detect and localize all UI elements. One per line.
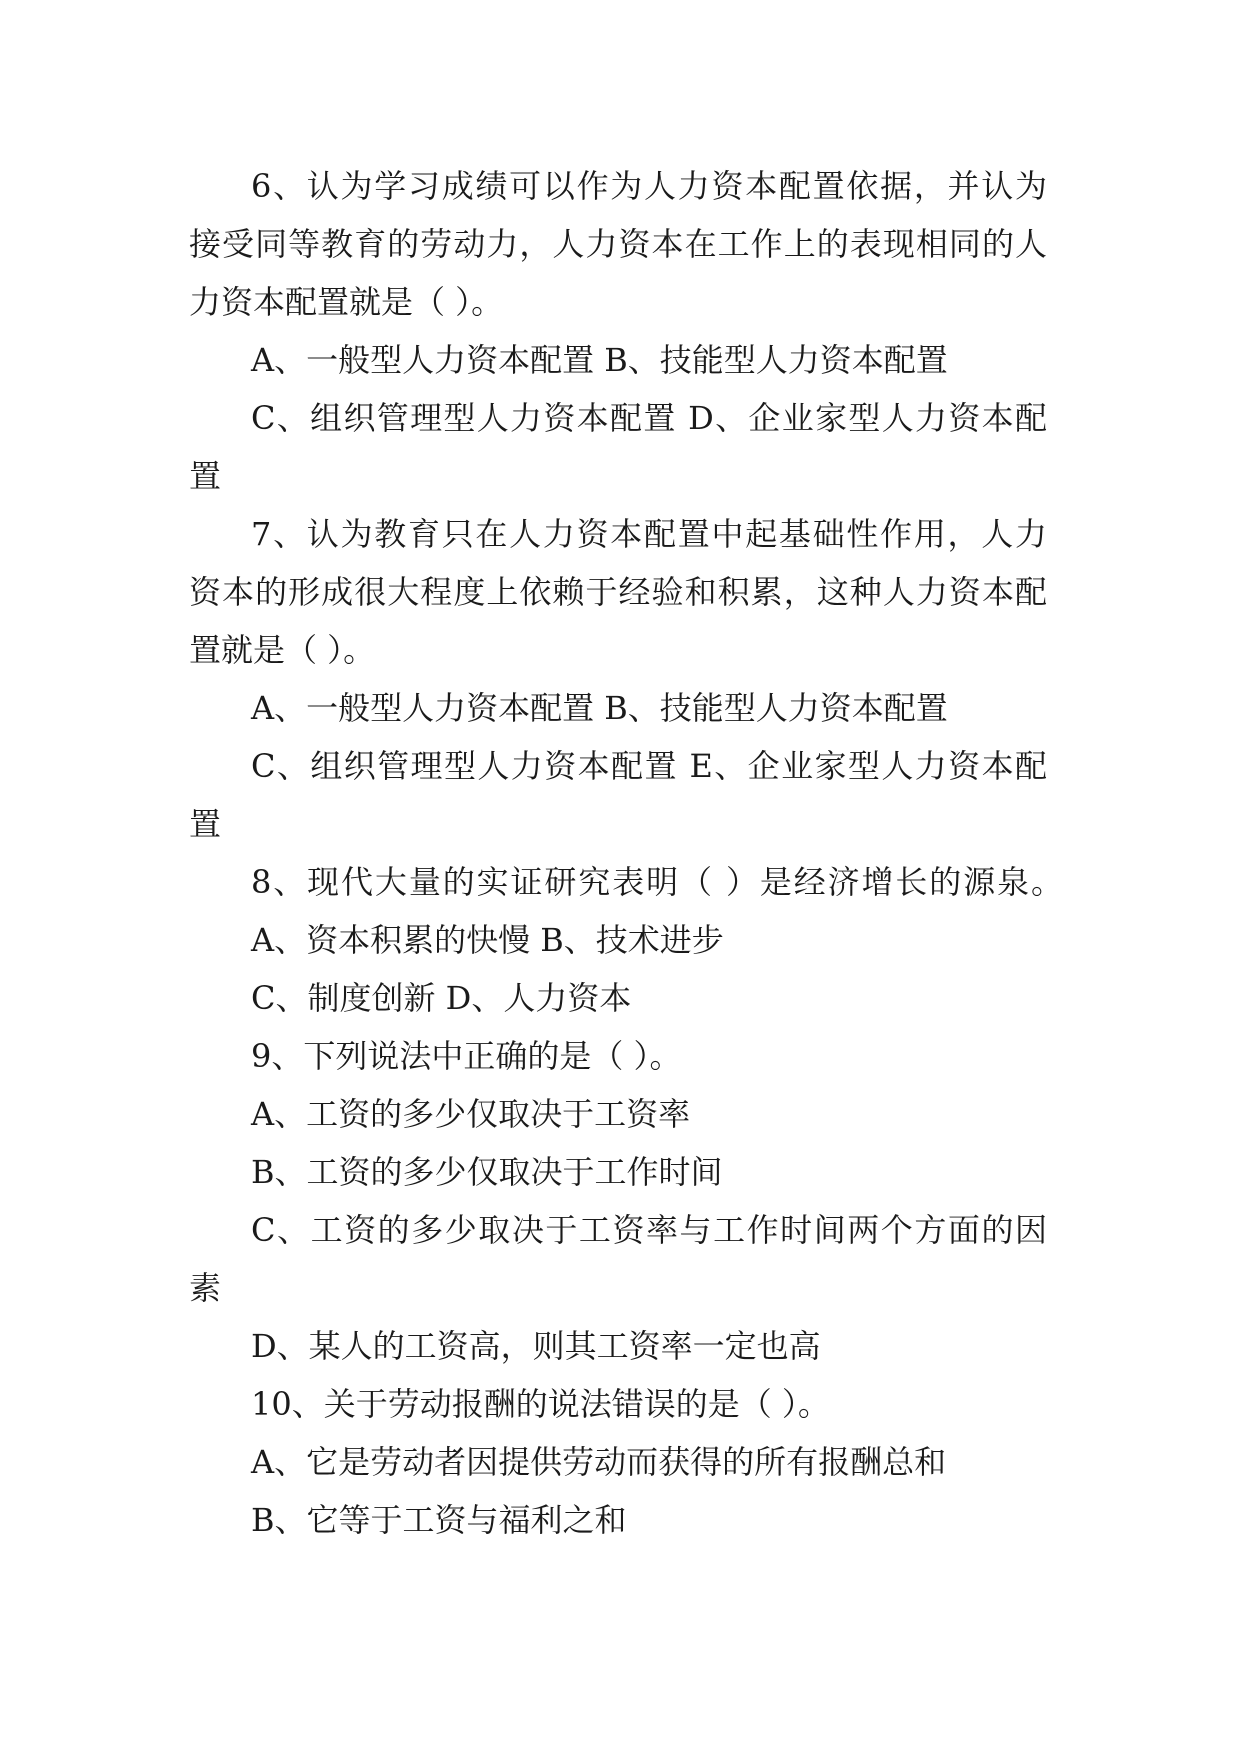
q10-stem: 10、关于劳动报酬的说法错误的是（ ）。 <box>251 1385 830 1423</box>
q8-stem: 8、现代大量的实证研究表明（ ）是经济增长的源泉。 <box>251 863 1063 901</box>
q10-option-a: A、它是劳动者因提供劳动而获得的所有报酬总和 <box>251 1443 947 1481</box>
q9-option-a: A、工资的多少仅取决于工资率 <box>251 1095 691 1133</box>
q8-option-cd: C、制度创新 D、人力资本 <box>251 979 632 1017</box>
q9-option-d: D、某人的工资高，则其工资率一定也高 <box>251 1327 821 1365</box>
q7-stem-line-2: 资本的形成很大程度上依赖于经验和积累，这种人力资本配 <box>189 573 1047 611</box>
q6-stem-line-3: 力资本配置就是（ ）。 <box>189 283 504 321</box>
q7-stem-line-1: 7、认为教育只在人力资本配置中起基础性作用，人力 <box>251 515 1047 553</box>
q6-stem-line-1: 6、认为学习成绩可以作为人力资本配置依据，并认为 <box>251 167 1047 205</box>
q9-option-c: C、工资的多少取决于工资率与工作时间两个方面的因 <box>251 1211 1047 1249</box>
q7-option-ce-wrap: 置 <box>189 805 222 843</box>
q6-option-cd-wrap: 置 <box>189 457 222 495</box>
q6-stem-line-2: 接受同等教育的劳动力，人力资本在工作上的表现相同的人 <box>189 225 1047 263</box>
q9-option-c-wrap: 素 <box>189 1269 222 1307</box>
q8-option-ab: A、资本积累的快慢 B、技术进步 <box>251 921 724 959</box>
q7-option-ce: C、组织管理型人力资本配置 E、企业家型人力资本配 <box>251 747 1047 785</box>
q6-option-ab: A、一般型人力资本配置 B、技能型人力资本配置 <box>251 341 948 379</box>
q7-option-ab: A、一般型人力资本配置 B、技能型人力资本配置 <box>251 689 948 727</box>
q9-stem: 9、下列说法中正确的是（ ）。 <box>251 1037 682 1075</box>
q10-option-b: B、它等于工资与福利之和 <box>251 1501 627 1539</box>
q7-stem-line-3: 置就是（ ）。 <box>189 631 376 669</box>
q6-option-cd: C、组织管理型人力资本配置 D、企业家型人力资本配 <box>251 399 1047 437</box>
q9-option-b: B、工资的多少仅取决于工作时间 <box>251 1153 723 1191</box>
